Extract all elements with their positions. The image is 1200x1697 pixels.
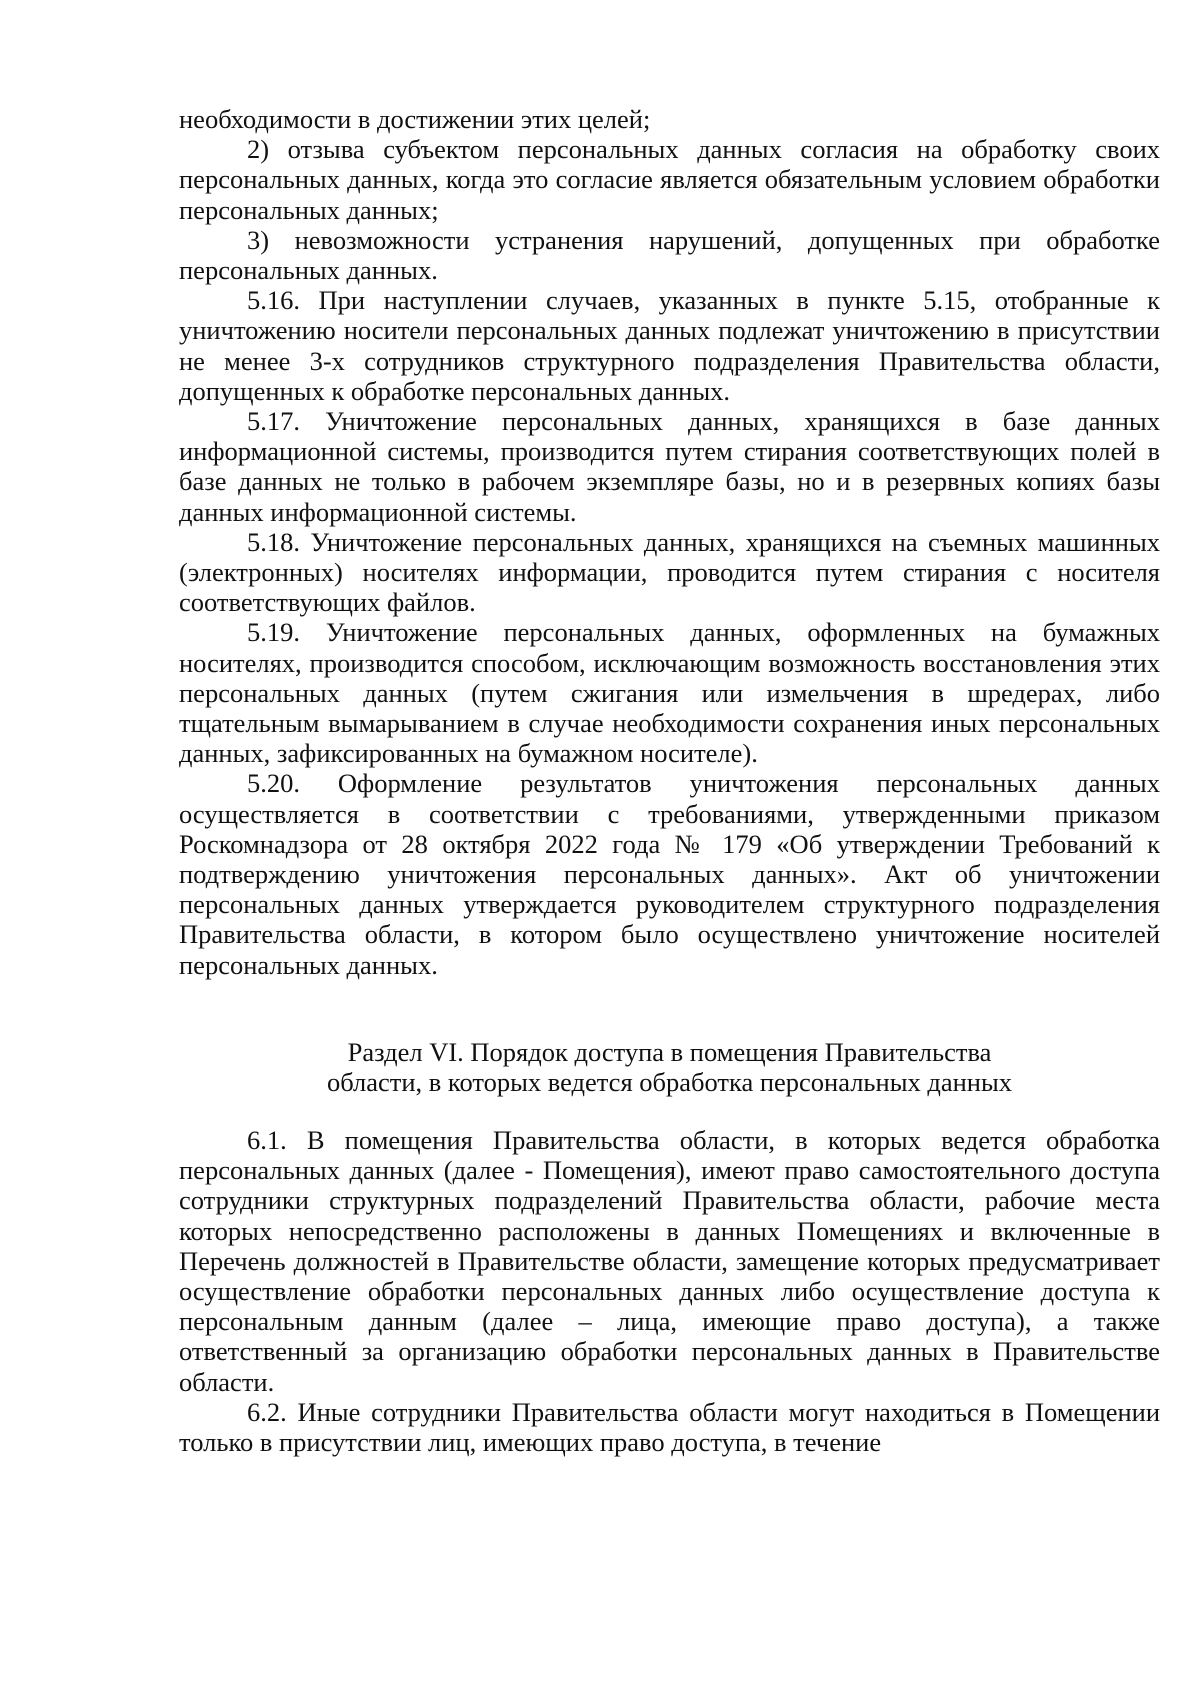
paragraph-5-17: 5.17. Уничтожение персональных данных, хранящихся в базе данных информационной системы, производится путем стирания соответствующих полей в базе данных не только в рабочем экземпляре базы, но и в резервных копиях базы данных информационной системы. — [179, 406, 1160, 527]
body-text-top — [179, 104, 1160, 980]
paragraph-6-2: 6.2. Иные сотрудники Правительства области могут находиться в Помещении только в присутствии лиц, имеющих право доступа, в течение — [179, 1396, 1160, 1458]
paragraph-5-18: 5.18. Уничтожение персональных данных, хранящихся на съемных машинных (электронных) носителях информации, проводится путем стирания с носителя соответствующих файлов. — [179, 526, 1160, 618]
paragraph-5-20: 5.20. Оформление результатов уничтожения персональных данных осуществляется в соответствии с требованиями, утвержденными приказом Роскомнадзора от 28 октября 2022 года № 179 «Об утверждении Требований к подтверждению уничтожения персональных данных». Акт об уничтожении персональных данных утверждается руководителем структурного подразделения Правительства области, в котором было осуществлено уничтожение носителей персональных данных. — [179, 768, 1160, 980]
paragraph-item-3: 3) невозможности устранения нарушений, допущенных при обработке персональных данных. — [179, 224, 1160, 286]
paragraph-5-16: 5.16. При наступлении случаев, указанных в пункте 5.15, отобранные к уничтожению носители персональных данных подлежат уничтожению в присутствии не менее 3-х сотрудников структурного подразделения Правительства области, допущенных к обработке персональных данных. — [179, 285, 1160, 406]
section-heading — [179, 1037, 1160, 1097]
paragraph-item-2: 2) отзыва субъектом персональных данных согласия на обработку своих персональных данных, когда это согласие является обязательным условием обработки персональных данных; — [179, 134, 1160, 225]
paragraph-5-19: 5.19. Уничтожение персональных данных, оформленных на бумажных носителях, производится способом, исключающим возможность восстановления этих персональных данных (путем сжигания или измельчения в шредерах, либо тщательным вымарыванием в случае необходимости сохранения иных персональных данных, зафиксированных на бумажном носителе). — [179, 617, 1160, 769]
paragraph-6-1: 6.1. В помещения Правительства области, в которых ведется обработка персональных данных (далее - Помещения), имеют право самостоятельного доступа сотрудники структурных подразделений Правительства области, рабочие места которых непосредственно расположены в данных Помещениях и включенные в Перечень должностей в Правительстве области, замещение которых предусматривает осуществление обработки персональных данных либо осуществление доступа к персональным данным (далее – лица, имеющие право доступа), а также ответственный за организацию обработки персональных данных в Правительстве области. — [179, 1125, 1160, 1397]
section-heading-line-2: области, в которых ведется обработка персональных данных — [326, 1067, 1013, 1098]
section-heading-line-1: Раздел VI. Порядок доступа в помещения Правительства — [347, 1037, 992, 1067]
body-text-bottom — [179, 1125, 1160, 1457]
continuation-line: необходимости в достижении этих целей; — [179, 104, 651, 134]
